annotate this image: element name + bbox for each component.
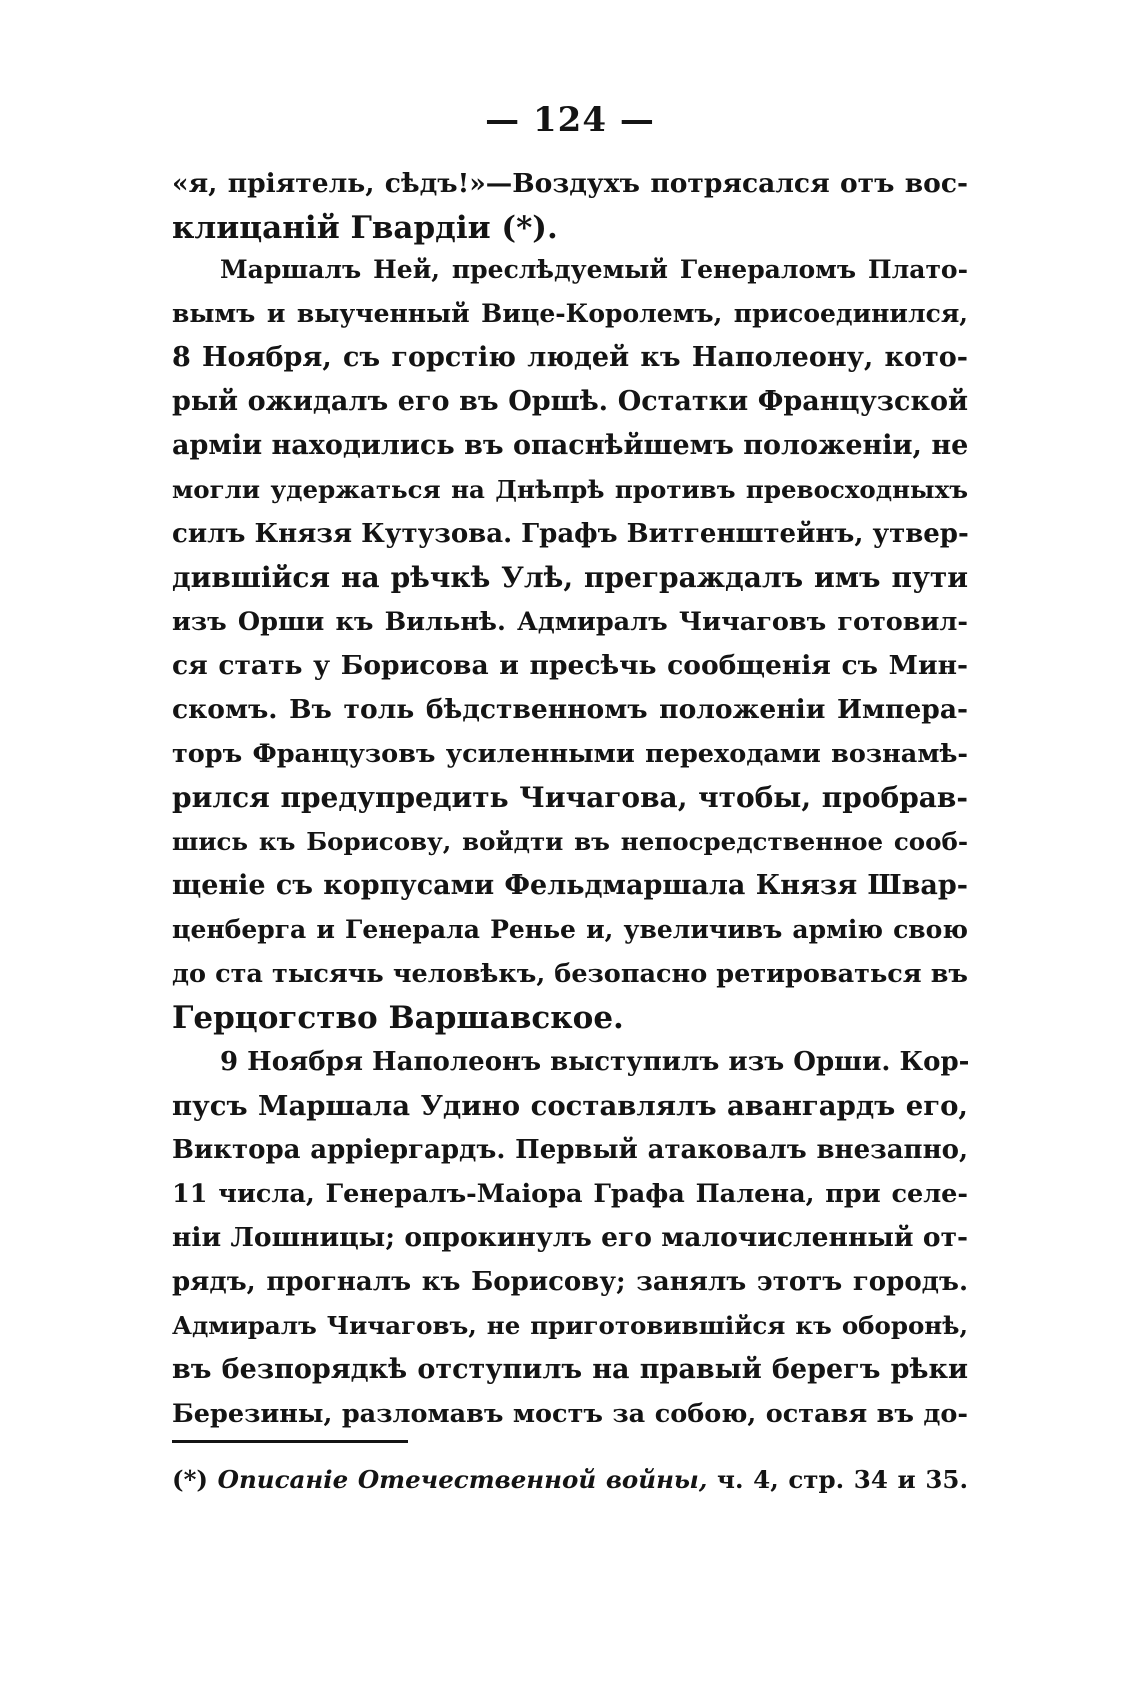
text-line: ся стать у Борисова и пресѣчь сообщенія съ Мин- [172,650,968,681]
footnote-mark: (*) [172,1465,208,1494]
page-number: — 124 — [485,100,655,140]
footnote-title: Описаніе Отечественной войны, [217,1465,708,1494]
text-line: дившійся на рѣчкѣ Улѣ, преграждалъ имъ пути [172,561,968,594]
text-line: 9 Ноября Наполеонъ выступилъ изъ Орши. Кор- [220,1047,970,1077]
text-line: клицаній Гвардіи (*). [172,210,558,246]
text-line: скомъ. Въ толь бѣдственномъ положеніи Импера- [172,694,968,725]
text-line: до ста тысячь человѣкъ, безопасно ретироваться въ [172,959,968,989]
text-line: «я, пріятель, сѣдъ!»—Воздухъ потрясался отъ вос- [172,168,968,199]
text-line: могли удержаться на Днѣпрѣ противъ превосходныхъ [172,475,968,504]
text-line: торъ Французовъ усиленными переходами вознамѣ- [172,739,968,769]
text-line: изъ Орши къ Вильнѣ. Адмиралъ Чичаговъ готовил- [172,607,968,637]
text-line: силъ Князя Кутузова. Графъ Витгенштейнъ, утвер- [172,519,969,549]
text-line: арміи находились въ опаснѣйшемъ положеніи, не [172,430,969,461]
text-line: Виктора арріергардъ. Первый атаковалъ внезапно, [172,1135,968,1165]
text-line: 11 числа, Генералъ-Маіора Графа Палена, при селе- [172,1179,968,1209]
text-line: вымъ и выученный Вице-Королемъ, присоединился, [172,299,968,328]
text-line: ніи Лошницы; опрокинулъ его малочисленный от- [172,1222,968,1253]
text-line: Герцогство Варшавское. [172,1000,624,1036]
text-line: пусъ Маршала Удино составлялъ авангардъ его, [172,1090,968,1122]
text-line: рился предупредить Чичагова, чтобы, пробрав- [172,781,968,814]
text-line: рый ожидалъ его въ Оршѣ. Остатки Французской [172,386,968,417]
text-line: Березины, разломавъ мостъ за собою, оставя въ до- [172,1399,968,1429]
footnote-divider [172,1440,408,1443]
text-line: ценберга и Генерала Ренье и, увеличивъ армію свою [172,915,968,944]
text-line: Маршалъ Ней, преслѣдуемый Генераломъ Плато- [220,255,968,284]
text-line: въ безпорядкѣ отступилъ на правый берегъ рѣки [172,1354,968,1385]
text-line: 8 Ноября, съ горстію людей къ Наполеону, кото- [172,342,968,373]
text-line: щеніе съ корпусами Фельдмаршала Князя Швар- [172,870,968,901]
footnote-reference: ч. 4, стр. 34 и 35. [717,1465,968,1494]
text-line: Адмиралъ Чичаговъ, не приготовившійся къ оборонѣ, [172,1311,968,1340]
footnote [172,1458,968,1502]
text-line: шись къ Борисову, войдти въ непосредственное сооб- [172,827,968,856]
text-line: рядъ, прогналъ къ Борисову; занялъ этотъ городъ. [172,1267,968,1297]
